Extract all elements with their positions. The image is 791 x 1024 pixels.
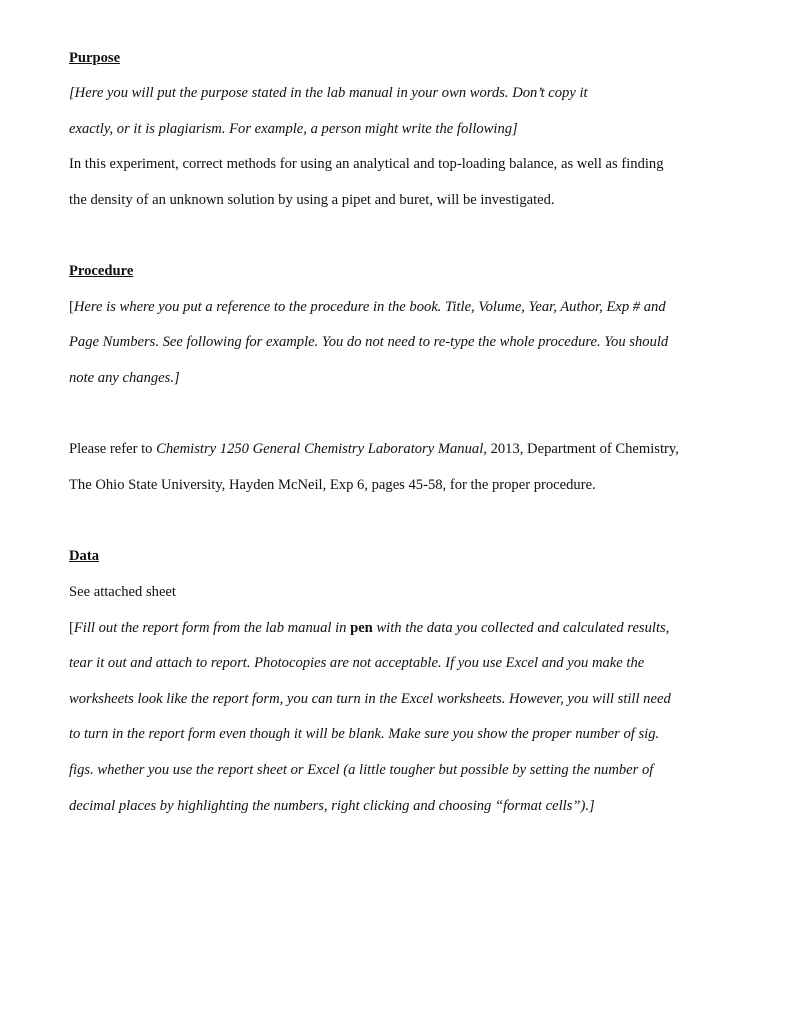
purpose-instruction-line-1: [Here you will put the purpose stated in the lab manual in your own words. Don’t copy it (69, 85, 588, 101)
procedure-reference-line-2: The Ohio State University, Hayden McNeil, Exp 6, pages 45-58, for the proper procedure. (69, 477, 596, 493)
procedure-reference-rest: , 2013, Department of Chemistry, (483, 441, 679, 457)
purpose-text-line-2: the density of an unknown solution by using a pipet and buret, will be investigated. (69, 192, 555, 208)
procedure-reference-line-1 (69, 440, 679, 458)
data-instruction-line-5: figs. whether you use the report sheet or Excel (a little tougher but possible by setting the number of (69, 762, 654, 778)
procedure-instruction-line-1-text: Here is where you put a reference to the procedure in the book. Title, Volume, Year, Author, Exp # and (73, 299, 666, 315)
procedure-instruction-line-3: note any changes.] (69, 370, 180, 386)
purpose-text-line-1: In this experiment, correct methods for using an analytical and top-loading balance, as well as finding (69, 156, 664, 172)
data-instruction-line-3: worksheets look like the report form, you can turn in the Excel worksheets. However, you will still need (69, 691, 671, 707)
data-see-attached: See attached sheet (69, 584, 176, 600)
procedure-reference-prefix: Please refer to (69, 441, 157, 457)
purpose-heading: Purpose (69, 50, 121, 66)
procedure-heading: Procedure (69, 263, 134, 279)
data-instruction-line-2: tear it out and attach to report. Photocopies are not acceptable. If you use Excel and you make the (69, 655, 645, 671)
data-instruction-pen: pen (350, 620, 373, 636)
data-instruction-line-6: decimal places by highlighting the numbers, right clicking and choosing “format cells”).] (69, 798, 595, 814)
data-instruction-bracket: [ (69, 620, 74, 636)
data-instruction-line-4: to turn in the report form even though it will be blank. Make sure you show the proper number of sig. (69, 726, 660, 742)
data-instruction-line-1a: Fill out the report form from the lab manual in (73, 620, 351, 636)
purpose-instruction-line-2: exactly, or it is plagiarism. For example, a person might write the following] (69, 121, 518, 137)
data-instruction-line-1 (69, 619, 669, 637)
procedure-instruction-bracket: [ (69, 299, 74, 315)
procedure-instruction-line-1 (69, 298, 666, 316)
procedure-reference-title: Chemistry 1250 General Chemistry Laboratory Manual (156, 441, 484, 457)
procedure-instruction-line-2: Page Numbers. See following for example. You do not need to re-type the whole procedure. You should (69, 334, 669, 350)
data-instruction-line-1b: with the data you collected and calculated results, (372, 620, 670, 636)
data-heading: Data (69, 548, 99, 564)
